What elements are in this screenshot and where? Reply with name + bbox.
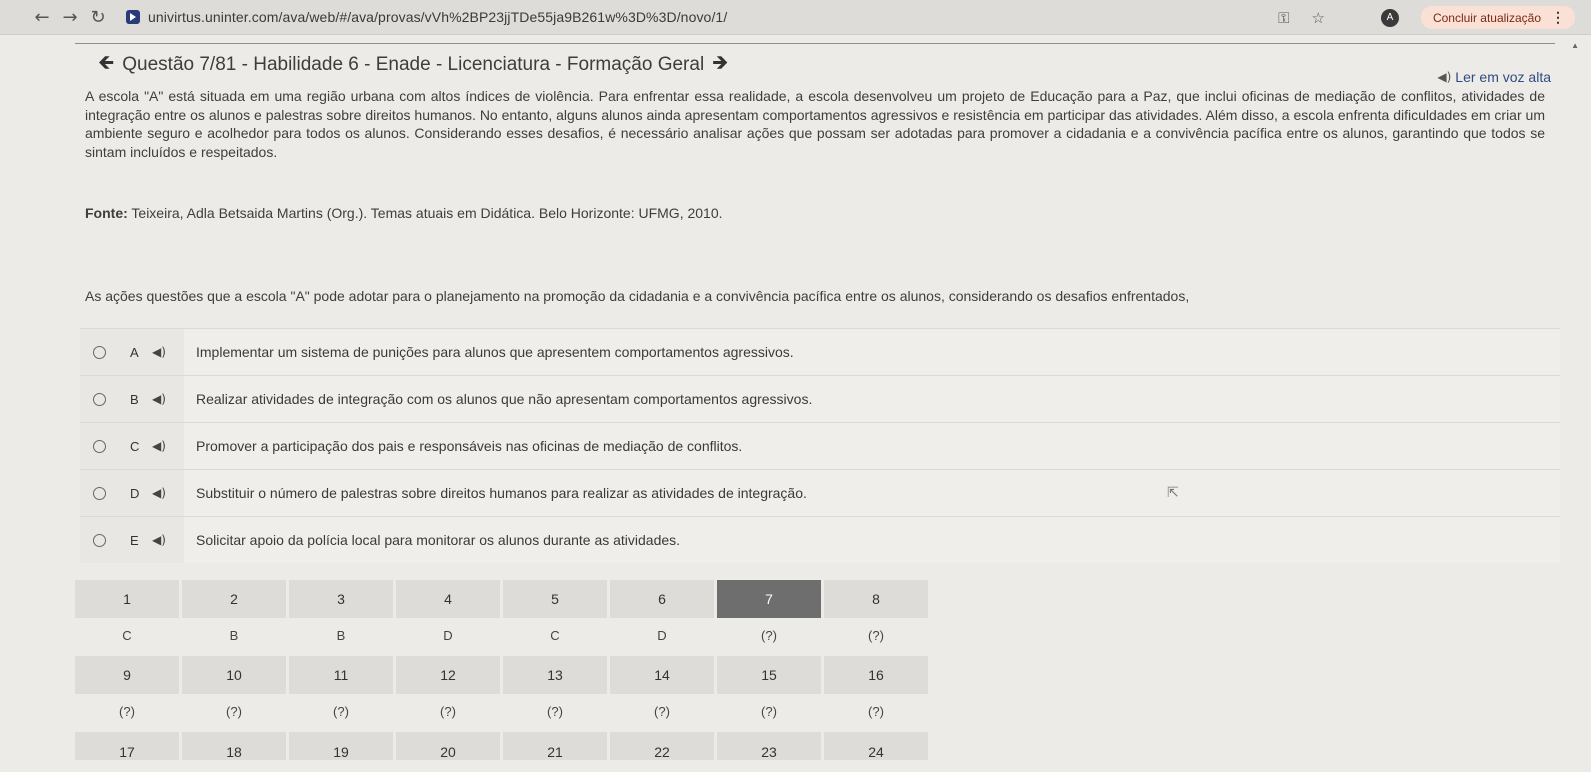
radio-button[interactable] (93, 346, 106, 359)
next-question-icon[interactable]: 🡺 (712, 50, 729, 74)
question-number: 7 (717, 580, 821, 618)
option-text: Solicitar apoio da polícia local para monitorar os alunos durante as atividades. (196, 532, 681, 548)
question-cell[interactable] (503, 580, 607, 656)
question-cell[interactable] (503, 656, 607, 732)
star-icon[interactable]: ☆ (1311, 8, 1325, 27)
option-letter: E (130, 532, 139, 548)
question-number: 9 (75, 656, 179, 694)
question-cell[interactable] (717, 656, 821, 732)
question-cell[interactable] (289, 732, 393, 760)
question-cell[interactable] (182, 580, 286, 656)
question-answer: C (550, 628, 560, 643)
source-text: Teixeira, Adla Betsaida Martins (Org.). Temas atuais em Didática. Belo Horizonte: UFMG, 2010. (131, 205, 723, 221)
option-text: Implementar um sistema de punições para alunos que apresentem comportamentos agressivos. (196, 344, 794, 360)
radio-button[interactable] (93, 487, 106, 500)
question-cell[interactable] (610, 732, 714, 760)
question-answer: D (657, 628, 667, 643)
question-answer: (?) (226, 704, 242, 719)
option-letter: D (130, 485, 140, 501)
question-answer: (?) (761, 628, 777, 643)
read-aloud-label: Ler em voz alta (1455, 69, 1551, 85)
question-cell[interactable] (75, 580, 179, 656)
question-grid (75, 580, 931, 760)
page-content (0, 35, 1591, 768)
question-answer: (?) (868, 628, 884, 643)
question-cell[interactable] (75, 656, 179, 732)
question-header (98, 48, 728, 82)
update-button[interactable] (1421, 6, 1575, 29)
option-text: Promover a participação dos pais e responsáveis nas oficinas de mediação de conflitos. (196, 438, 743, 454)
current-question-cell[interactable] (717, 580, 821, 656)
question-number: 20 (396, 732, 500, 760)
question-cell[interactable] (717, 732, 821, 760)
question-answer: (?) (119, 704, 135, 719)
question-cell[interactable] (75, 732, 179, 760)
source-label: Fonte: (85, 205, 128, 221)
option-letter: C (130, 438, 140, 454)
question-number: 5 (503, 580, 607, 618)
question-number: 17 (75, 732, 179, 760)
answer-options (80, 328, 1560, 563)
question-number: 12 (396, 656, 500, 694)
reload-icon[interactable]: ↻ (90, 6, 106, 28)
question-answer: (?) (440, 704, 456, 719)
question-number: 16 (824, 656, 928, 694)
avatar[interactable]: A (1381, 9, 1399, 27)
question-cell[interactable] (824, 656, 928, 732)
question-cell[interactable] (182, 732, 286, 760)
option-text: Substituir o número de palestras sobre direitos humanos para realizar as atividades de integração. (196, 485, 807, 501)
question-number: 18 (182, 732, 286, 760)
radio-button[interactable] (93, 393, 106, 406)
question-cell[interactable] (610, 580, 714, 656)
grid-row (75, 580, 931, 656)
page-title: Questão 7/81 - Habilidade 6 - Enade - Licenciatura - Formação Geral (122, 54, 705, 75)
question-number: 13 (503, 656, 607, 694)
question-statement: A escola "A" está situada em uma região urbana com altos índices de violência. Para enfrentar essa realidade, a escola desenvolveu um projeto de Educação para a Paz, que inclui oficinas de mediação de conflitos, atividades de integração entre os alunos e palestras sobre direitos humanos. No entanto, alguns alunos ainda apresentam comportamentos agressivos e resistência em participar das atividades. Além disso, a escola enfrenta dificuldades em criar um ambiente seguro e acolhedor para todos os alunos. Considerando esses desafios, é necessário analisar ações que possam ser adotadas para promover a cidadania e a convivência pacífica entre os alunos, garantindo que todos se sintam incluídos e respeitados. (85, 88, 1545, 160)
source-citation (85, 205, 723, 221)
address-bar[interactable] (126, 9, 727, 25)
question-answer: (?) (654, 704, 670, 719)
question-cell[interactable] (182, 656, 286, 732)
option-d[interactable] (80, 469, 1560, 516)
speaker-icon[interactable]: ◀) (152, 533, 166, 547)
radio-button[interactable] (93, 440, 106, 453)
option-a[interactable] (80, 328, 1560, 375)
question-number: 11 (289, 656, 393, 694)
forward-icon[interactable]: → (62, 6, 78, 28)
question-answer: D (443, 628, 453, 643)
question-answer: B (336, 628, 346, 643)
key-icon[interactable]: ⚿ (1278, 8, 1290, 27)
option-letter: A (130, 344, 139, 360)
question-answer: (?) (547, 704, 563, 719)
question-number: 10 (182, 656, 286, 694)
question-cell[interactable] (289, 656, 393, 732)
option-b[interactable] (80, 375, 1560, 422)
option-e[interactable] (80, 516, 1560, 563)
update-button-label: Concluir atualização (1432, 10, 1541, 25)
question-cell[interactable] (503, 732, 607, 760)
speaker-icon[interactable]: ◀) (152, 392, 166, 406)
question-cell[interactable] (396, 580, 500, 656)
question-cell[interactable] (396, 732, 500, 760)
question-number: 3 (289, 580, 393, 618)
question-answer: B (229, 628, 239, 643)
option-c[interactable] (80, 422, 1560, 469)
scroll-up-icon[interactable]: ▲ (1571, 41, 1579, 50)
question-answer: (?) (761, 704, 777, 719)
question-cell[interactable] (289, 580, 393, 656)
url-text[interactable]: univirtus.uninter.com/ava/web/#/ava/provas/vVh%2BP23jjTDe55ja9B261w%3D%3D/novo/1/ (148, 9, 728, 25)
question-number: 6 (610, 580, 714, 618)
question-number: 22 (610, 732, 714, 760)
divider (75, 43, 1555, 44)
grid-row (75, 656, 931, 732)
previous-question-icon[interactable]: 🡸 (98, 50, 115, 74)
browser-toolbar (0, 0, 1591, 35)
radio-button[interactable] (93, 534, 106, 547)
read-aloud-button[interactable] (1437, 69, 1551, 85)
back-icon[interactable]: ← (34, 6, 50, 28)
option-letter: B (130, 391, 139, 407)
mouse-cursor-icon: ⇱ (1167, 485, 1179, 501)
speaker-icon[interactable]: ◀) (152, 486, 166, 500)
question-number: 4 (396, 580, 500, 618)
question-answer: C (122, 628, 132, 643)
question-number: 19 (289, 732, 393, 760)
question-cell[interactable] (824, 732, 928, 760)
question-cell[interactable] (610, 656, 714, 732)
question-number: 8 (824, 580, 928, 618)
speaker-icon: ◀) (1437, 70, 1452, 84)
question-number: 1 (75, 580, 179, 618)
menu-icon[interactable]: ⋮ (1551, 9, 1565, 25)
question-number: 21 (503, 732, 607, 760)
grid-row (75, 732, 931, 760)
speaker-icon[interactable]: ◀) (152, 439, 166, 453)
site-favicon-icon (126, 10, 140, 24)
question-cell[interactable] (824, 580, 928, 656)
question-number: 15 (717, 656, 821, 694)
question-number: 24 (824, 732, 928, 760)
question-number: 14 (610, 656, 714, 694)
question-number: 23 (717, 732, 821, 760)
option-text: Realizar atividades de integração com os alunos que não apresentam comportamentos agressivos. (196, 391, 813, 407)
question-cell[interactable] (396, 656, 500, 732)
question-answer: (?) (868, 704, 884, 719)
question-prompt: As ações questões que a escola "A" pode adotar para o planejamento na promoção da cidadania e a convivência pacífica entre os alunos, considerando os desafios enfrentados, (85, 288, 1190, 304)
speaker-icon[interactable]: ◀) (152, 345, 166, 359)
question-number: 2 (182, 580, 286, 618)
question-answer: (?) (333, 704, 349, 719)
